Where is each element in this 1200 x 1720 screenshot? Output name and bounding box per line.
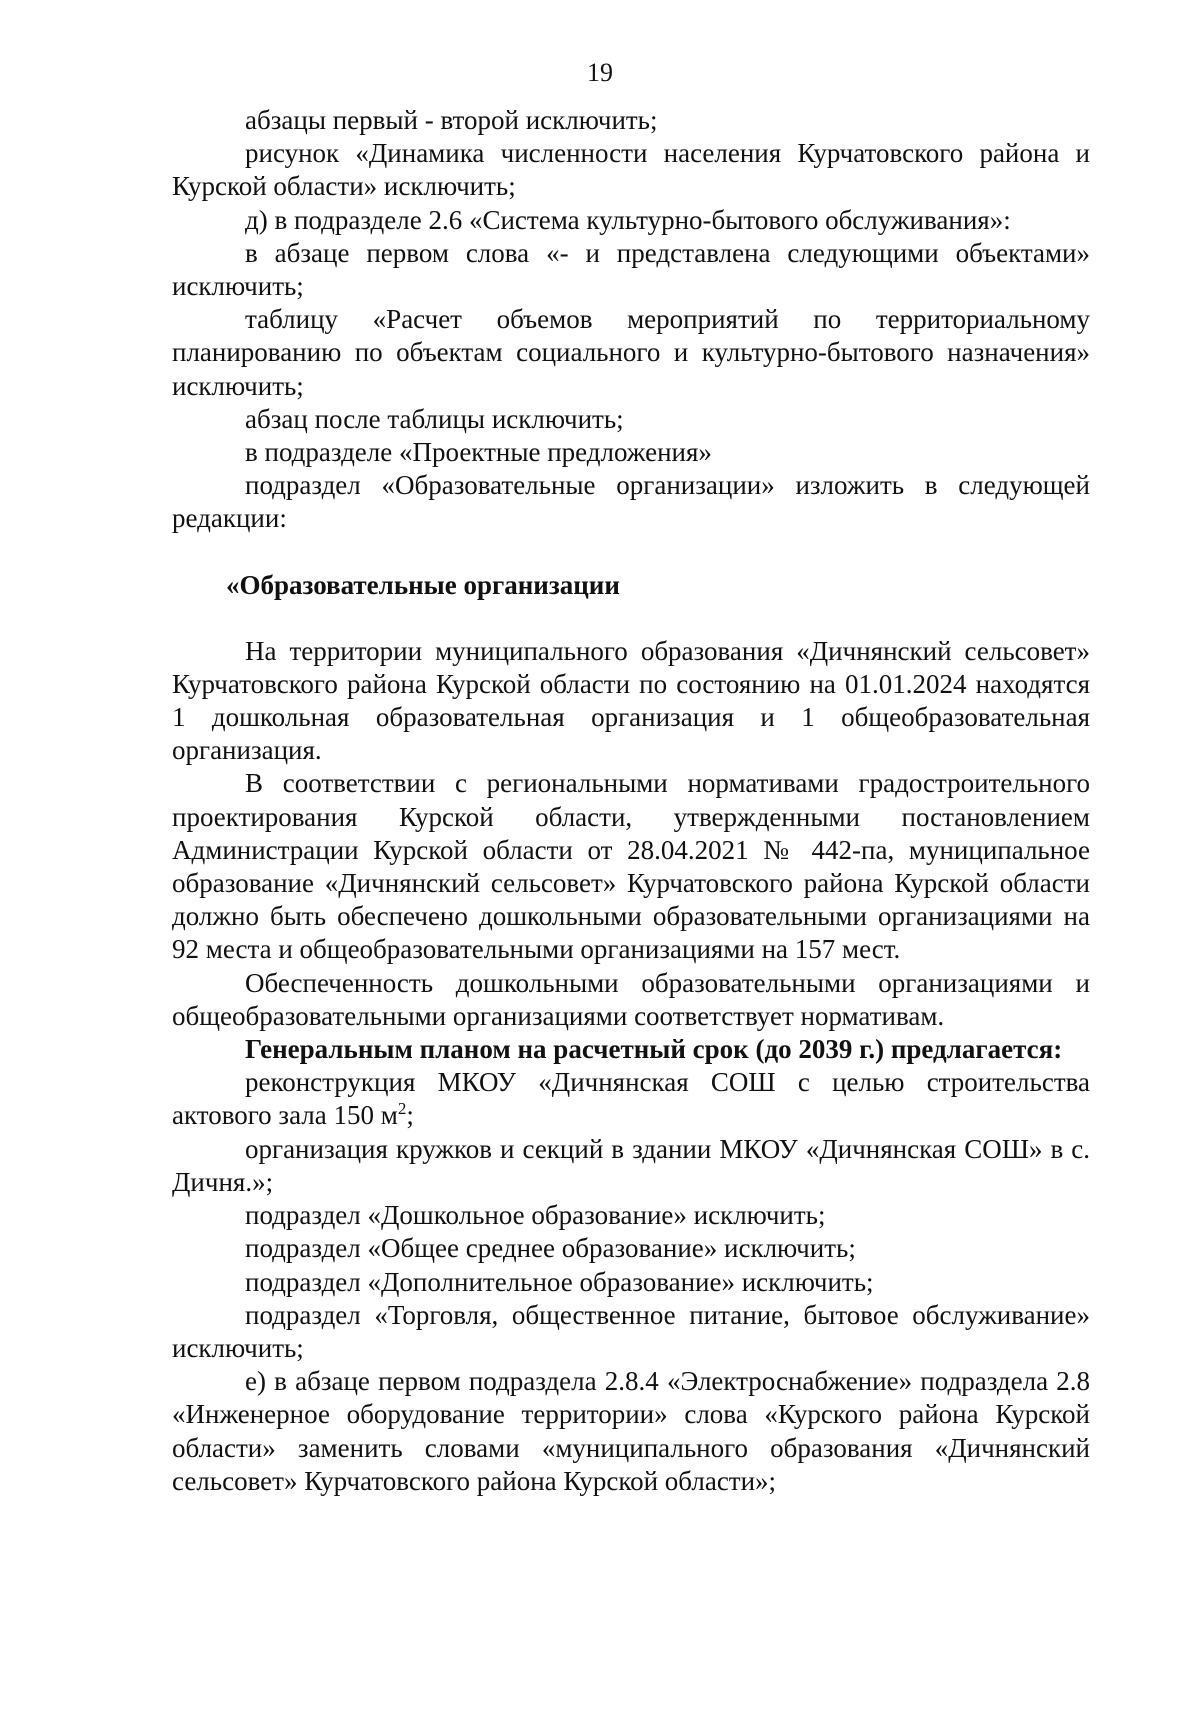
paragraph-project-proposals: в подразделе «Проектные предложения» <box>245 437 712 468</box>
paragraph-general-secondary: подраздел «Общее среднее образование» исключить; <box>245 1233 856 1264</box>
paragraph-preschool: подраздел «Дошкольное образование» исключить; <box>245 1200 826 1231</box>
paragraph-reconstruction <box>172 1066 1090 1132</box>
paragraph-after-table: абзац после таблицы исключить; <box>245 403 624 434</box>
paragraph-additional: подраздел «Дополнительное образование» исключить; <box>245 1266 874 1297</box>
paragraph-provision: Обеспеченность дошкольными образовательными организациями и общеобразовательными организациями соответствует нормативам. <box>172 967 1090 1031</box>
paragraph-territory: На территории муниципального образования «Дичнянский сельсовет» Курчатовского района Курской области по состоянию на 01.01.2024 находятся 1 дошкольная образовательная организация и 1 общеобразовательная организация. <box>172 635 1090 766</box>
paragraph-electricity: е) в абзаце первом подраздела 2.8.4 «Электроснабжение» подраздела 2.8 «Инженерное оборудование территории» слова «Курского района Курской области» заменить словами «муниципального образования «Дичнянский сельсовет» Курчатовского района Курской области»; <box>172 1366 1090 1496</box>
paragraph-subsection-2-6: д) в подразделе 2.6 «Система культурно-бытового обслуживания»: <box>245 204 1011 235</box>
paragraph-new-edition: подраздел «Образовательные организации» изложить в следующей редакции: <box>172 470 1090 534</box>
paragraph-first-abzac-words: в абзаце первом слова «- и представлена следующими объектами» исключить; <box>172 237 1090 302</box>
paragraph-risunok: рисунок «Динамика численности населения Курчатовского района и Курской области» исключить; <box>172 138 1090 202</box>
reconstruction-text: реконструкция МКОУ «Дичнянская СОШ с целью строительства актового зала 150 м <box>172 1067 1090 1131</box>
section-heading: «Образовательные организации <box>226 569 620 600</box>
reconstruction-superscript: 2 <box>397 1099 407 1119</box>
paragraph-normatives: В соответствии с региональными нормативами градостроительного проектирования Курской области, утвержденными постановлением Администрации Курской области от 28.04.2021 № 442-па, муниципальное образование «Дичнянский сельсовет» Курчатовского района Курской области должно быть обеспечено дошкольными образовательными организациями на 92 места и общеобразовательными организациями на 157 мест. <box>172 768 1090 965</box>
paragraph-trade: подраздел «Торговля, общественное питание, бытовое обслуживание» исключить; <box>172 1299 1090 1363</box>
paragraph-clubs: организация кружков и секций в здании МКОУ «Дичнянская СОШ» в с. Дичня.»; <box>172 1133 1090 1197</box>
paragraph-abzacy: абзацы первый - второй исключить; <box>245 105 658 135</box>
document-body <box>172 104 1090 1498</box>
paragraph-table-remove: таблицу «Расчет объемов мероприятий по территориальному планированию по объектам социального и культурно-бытового назначения» исключить; <box>172 304 1090 401</box>
paragraph-general-plan: Генеральным планом на расчетный срок (до 2039 г.) предлагается: <box>245 1034 1063 1065</box>
reconstruction-tail: ; <box>406 1100 414 1131</box>
page-number: 19 <box>587 58 613 87</box>
